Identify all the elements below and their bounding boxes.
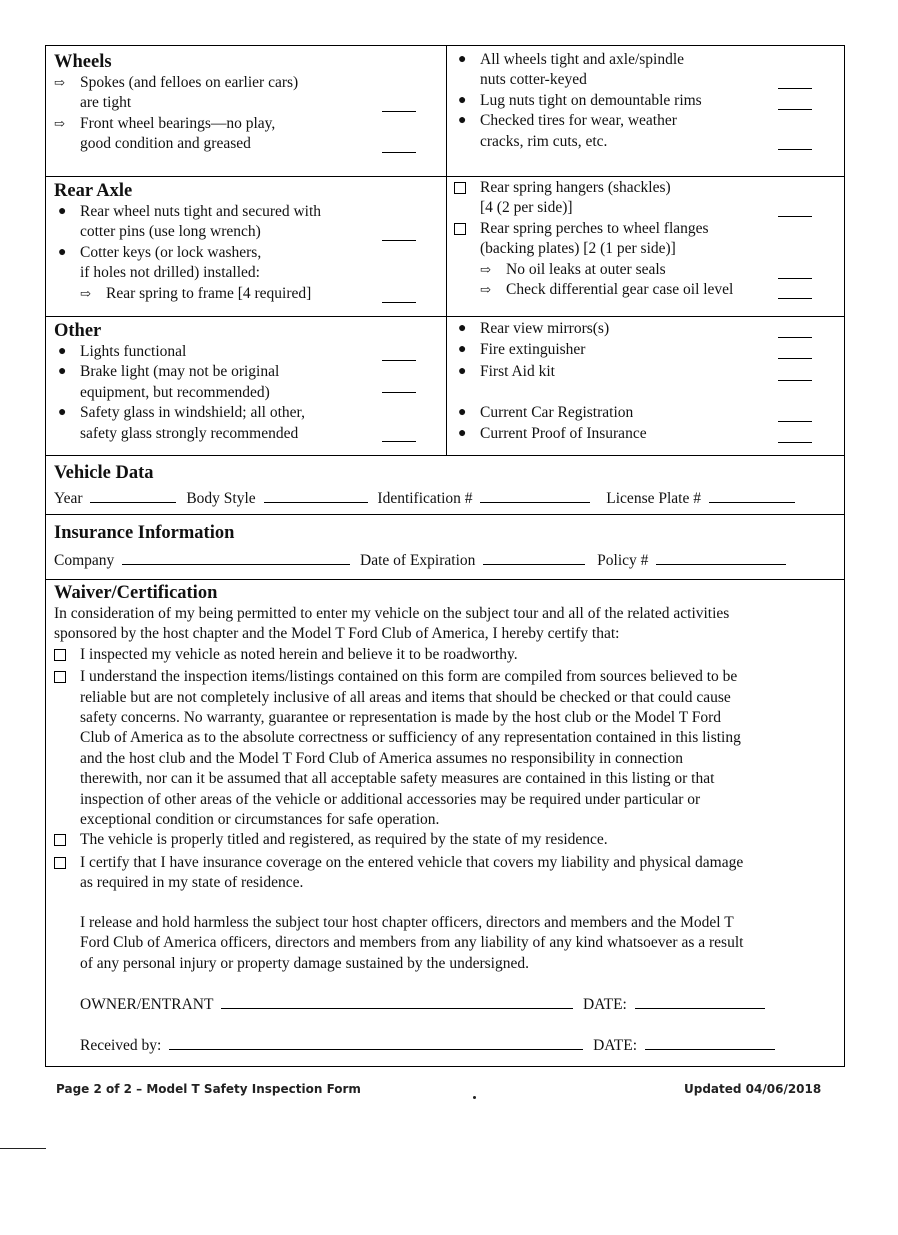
item-text: (backing plates) [2 (1 per side)] xyxy=(480,240,676,258)
item-text: equipment, but recommended) xyxy=(80,383,270,401)
check-blank[interactable] xyxy=(778,358,812,359)
received-date-field[interactable] xyxy=(645,1035,775,1050)
rear-axle-right-cell xyxy=(454,178,838,300)
owner-date-label: DATE: xyxy=(582,995,627,1013)
item-text: [4 (2 per side)] xyxy=(480,199,573,217)
item-text: Lug nuts tight on demountable rims xyxy=(480,91,702,109)
rear-axle-title: Rear Axle xyxy=(54,181,133,201)
policy-field[interactable] xyxy=(656,550,786,565)
rear-axle-item-oil-leaks xyxy=(454,260,838,280)
checkbox-icon[interactable] xyxy=(54,645,80,667)
year-label: Year xyxy=(54,490,83,507)
insurance-section xyxy=(54,522,839,571)
footer-page-label: Page 2 of 2 – Model T Safety Inspection Form xyxy=(56,1082,361,1096)
divider-wheels xyxy=(46,176,844,177)
bullet-icon: ● xyxy=(58,344,67,359)
check-blank[interactable] xyxy=(382,392,416,393)
waiver-section xyxy=(54,582,844,1057)
license-plate-label: License Plate # xyxy=(606,490,701,507)
check-blank[interactable] xyxy=(778,109,812,110)
item-text: The vehicle is properly titled and registered, as required by the state of my residence. xyxy=(80,831,608,849)
inspection-form xyxy=(45,45,845,1067)
bullet-icon: ● xyxy=(58,204,67,219)
wheels-item-spokes xyxy=(54,73,439,114)
item-text: Safety glass in windshield; all other, xyxy=(80,404,305,422)
release-line: Ford Club of America officers, directors and members from any liability of any kind whatsoever as a result xyxy=(80,934,744,952)
item-text: good condition and greased xyxy=(80,135,251,153)
expiration-field[interactable] xyxy=(483,550,585,565)
waiver-release xyxy=(54,913,844,974)
item-text: Rear spring hangers (shackles) xyxy=(480,179,671,196)
rear-axle-item-hangers xyxy=(454,178,838,219)
insurance-title: Insurance Information xyxy=(54,523,235,543)
arrow-icon: ⇨ xyxy=(54,115,65,131)
other-item-insurance-proof xyxy=(454,424,838,444)
insurance-fields xyxy=(54,550,839,571)
arrow-icon: ⇨ xyxy=(480,261,491,277)
bullet-icon: ● xyxy=(458,52,467,67)
item-text: Current Proof of Insurance xyxy=(480,424,647,442)
received-by-field[interactable] xyxy=(169,1035,583,1050)
wheels-right-cell xyxy=(454,50,838,152)
item-text: therewith, nor can it be assumed that all acceptable safety measures are contained in this listing or that xyxy=(80,770,715,788)
check-blank[interactable] xyxy=(778,380,812,381)
intro-line: sponsored by the host chapter and the Model T Ford Club of America, I hereby certify that: xyxy=(54,625,620,643)
rear-axle-item-spring-frame xyxy=(54,284,439,304)
check-blank[interactable] xyxy=(382,302,416,303)
release-line: I release and hold harmless the subject tour host chapter officers, directors and members and the Model T xyxy=(80,913,734,931)
owner-signature-field[interactable] xyxy=(221,994,573,1009)
bullet-icon: ● xyxy=(458,363,467,379)
divider-insurance xyxy=(46,579,844,580)
item-text: All wheels tight and axle/spindle xyxy=(480,51,685,68)
arrow-icon: ⇨ xyxy=(80,285,91,301)
check-blank[interactable] xyxy=(778,149,812,150)
identification-field[interactable] xyxy=(480,488,590,503)
rear-axle-item-wheel-nuts xyxy=(54,202,439,243)
intro-line: In consideration of my being permitted to enter my vehicle on the subject tour and all of the related activities xyxy=(54,605,730,622)
other-item-extinguisher xyxy=(454,340,838,360)
check-blank[interactable] xyxy=(778,337,812,338)
check-blank[interactable] xyxy=(382,360,416,361)
bullet-icon: ● xyxy=(458,342,467,358)
checkbox-icon[interactable] xyxy=(54,667,80,689)
company-label: Company xyxy=(54,552,115,569)
rear-axle-item-cotter-keys xyxy=(54,243,439,284)
waiver-item-inspected xyxy=(54,645,844,667)
divider-other xyxy=(46,455,844,456)
arrow-icon: ⇨ xyxy=(54,75,65,90)
body-style-field[interactable] xyxy=(264,488,368,503)
divider-vehicle-data xyxy=(46,514,844,515)
item-text: Brake light (may not be original xyxy=(80,363,280,381)
item-text: I certify that I have insurance coverage on the entered vehicle that covers my liability and physical damage xyxy=(80,853,744,871)
item-text: safety glass strongly recommended xyxy=(80,424,299,442)
expiration-label: Date of Expiration xyxy=(360,552,476,569)
item-text: Spokes (and felloes on earlier cars) xyxy=(80,74,299,91)
owner-entrant-label: OWNER/ENTRANT xyxy=(80,995,214,1013)
check-blank[interactable] xyxy=(778,298,812,299)
item-text: Check differential gear case oil level xyxy=(506,281,734,299)
check-blank[interactable] xyxy=(778,88,812,89)
vehicle-data-fields xyxy=(54,488,839,509)
wheels-item-bearings xyxy=(54,114,439,155)
stray-dot xyxy=(473,1096,476,1099)
edge-mark xyxy=(0,1148,46,1149)
bullet-icon: ● xyxy=(458,425,467,441)
item-text: Front wheel bearings—no play, xyxy=(80,114,276,132)
arrow-icon: ⇨ xyxy=(480,282,491,298)
item-text: inspection of other areas of the vehicle or additional accessories may be required under particular or xyxy=(80,790,701,808)
divider-rear-axle xyxy=(46,316,844,317)
other-item-brake-light xyxy=(54,362,439,403)
policy-label: Policy # xyxy=(597,552,649,569)
other-item-lights xyxy=(54,342,439,362)
checkbox-icon[interactable] xyxy=(454,178,480,200)
waiver-title: Waiver/Certification xyxy=(54,583,218,603)
release-line: of any personal injury or property damage sustained by the undersigned. xyxy=(80,954,529,972)
item-text: nuts cotter-keyed xyxy=(480,71,587,89)
footer-updated-label: Updated 04/06/2018 xyxy=(684,1082,822,1096)
license-plate-field[interactable] xyxy=(709,488,795,503)
checkbox-icon[interactable] xyxy=(454,219,480,241)
identification-label: Identification # xyxy=(377,490,473,507)
other-item-safety-glass xyxy=(54,403,439,444)
check-blank[interactable] xyxy=(382,441,416,442)
waiver-item-titled xyxy=(54,830,844,852)
check-blank[interactable] xyxy=(382,111,416,112)
bullet-icon: ● xyxy=(58,244,67,260)
item-text: Checked tires for wear, weather xyxy=(480,112,677,130)
waiver-intro xyxy=(54,604,844,645)
item-text: reliable but are not completely inclusive of all areas and items that should be checked or that could cause xyxy=(80,688,731,706)
item-text: safety concerns. No warranty, guarantee or representation is made by the host club or the Model T Ford xyxy=(80,709,722,727)
item-text: I inspected my vehicle as noted herein and believe it to be roadworthy. xyxy=(80,645,518,663)
other-item-first-aid xyxy=(454,362,838,382)
bullet-icon: ● xyxy=(458,92,467,108)
check-blank[interactable] xyxy=(778,278,812,279)
item-text: No oil leaks at outer seals xyxy=(506,260,666,278)
check-blank[interactable] xyxy=(778,442,812,443)
item-text: Rear view mirrors(s) xyxy=(480,320,610,337)
check-blank[interactable] xyxy=(778,421,812,422)
item-text: Cotter keys (or lock washers, xyxy=(80,243,262,261)
rear-axle-left-cell xyxy=(54,180,439,304)
item-text: and the host club and the Model T Ford Club of America assumes no responsibility in connection xyxy=(80,749,683,767)
bullet-icon: ● xyxy=(458,405,467,421)
other-item-mirrors xyxy=(454,319,838,339)
other-title: Other xyxy=(54,321,102,341)
item-text: Fire extinguisher xyxy=(480,341,586,359)
waiver-item-understand xyxy=(54,667,844,830)
item-text: Rear spring to frame [4 required] xyxy=(106,284,312,302)
received-date-label: DATE: xyxy=(593,1037,638,1055)
wheels-item-lug-nuts xyxy=(454,91,838,111)
item-text: exceptional condition or circumstances for safe operation. xyxy=(80,811,440,829)
item-text: Rear spring perches to wheel flanges xyxy=(480,219,709,237)
rear-axle-item-perches xyxy=(454,219,838,260)
other-right-cell xyxy=(454,319,838,444)
item-text: Lights functional xyxy=(80,343,187,360)
bullet-icon: ● xyxy=(458,113,467,129)
check-blank[interactable] xyxy=(778,216,812,217)
owner-date-field[interactable] xyxy=(635,994,765,1009)
bullet-icon: ● xyxy=(458,321,467,336)
bullet-icon: ● xyxy=(58,364,67,380)
check-blank[interactable] xyxy=(382,240,416,241)
wheels-item-tires xyxy=(454,111,838,152)
owner-signature-row xyxy=(54,994,844,1015)
vehicle-data-section xyxy=(54,462,839,509)
item-text: if holes not drilled) installed: xyxy=(80,264,260,282)
item-text: cotter pins (use long wrench) xyxy=(80,223,261,241)
company-field[interactable] xyxy=(122,550,350,565)
other-left-cell xyxy=(54,320,439,444)
item-text: are tight xyxy=(80,94,132,112)
rear-axle-item-gear-case xyxy=(454,280,838,300)
wheels-left-cell xyxy=(54,51,439,155)
item-text: cracks, rim cuts, etc. xyxy=(480,132,608,150)
item-text: I understand the inspection items/listings contained on this form are compiled from sources believed to be xyxy=(80,668,738,686)
waiver-item-insurance xyxy=(54,853,844,894)
bullet-icon: ● xyxy=(58,405,67,421)
wheels-item-axle-nuts xyxy=(454,50,838,91)
checkbox-icon[interactable] xyxy=(54,830,80,852)
wheels-title: Wheels xyxy=(54,52,112,72)
item-text: Club of America as to the absolute correctness or sufficiency of any representation contained in this listing xyxy=(80,729,741,747)
received-by-row xyxy=(54,1035,844,1056)
item-text: First Aid kit xyxy=(480,362,555,380)
received-by-label: Received by: xyxy=(80,1037,162,1055)
other-item-registration xyxy=(454,403,838,423)
year-field[interactable] xyxy=(90,488,176,503)
item-text: Current Car Registration xyxy=(480,404,634,422)
item-text: as required in my state of residence. xyxy=(80,874,304,892)
check-blank[interactable] xyxy=(382,152,416,153)
vehicle-data-title: Vehicle Data xyxy=(54,463,154,483)
body-style-label: Body Style xyxy=(186,490,256,507)
column-divider xyxy=(446,46,447,455)
checkbox-icon[interactable] xyxy=(54,853,80,875)
item-text: Rear wheel nuts tight and secured with xyxy=(80,203,322,220)
